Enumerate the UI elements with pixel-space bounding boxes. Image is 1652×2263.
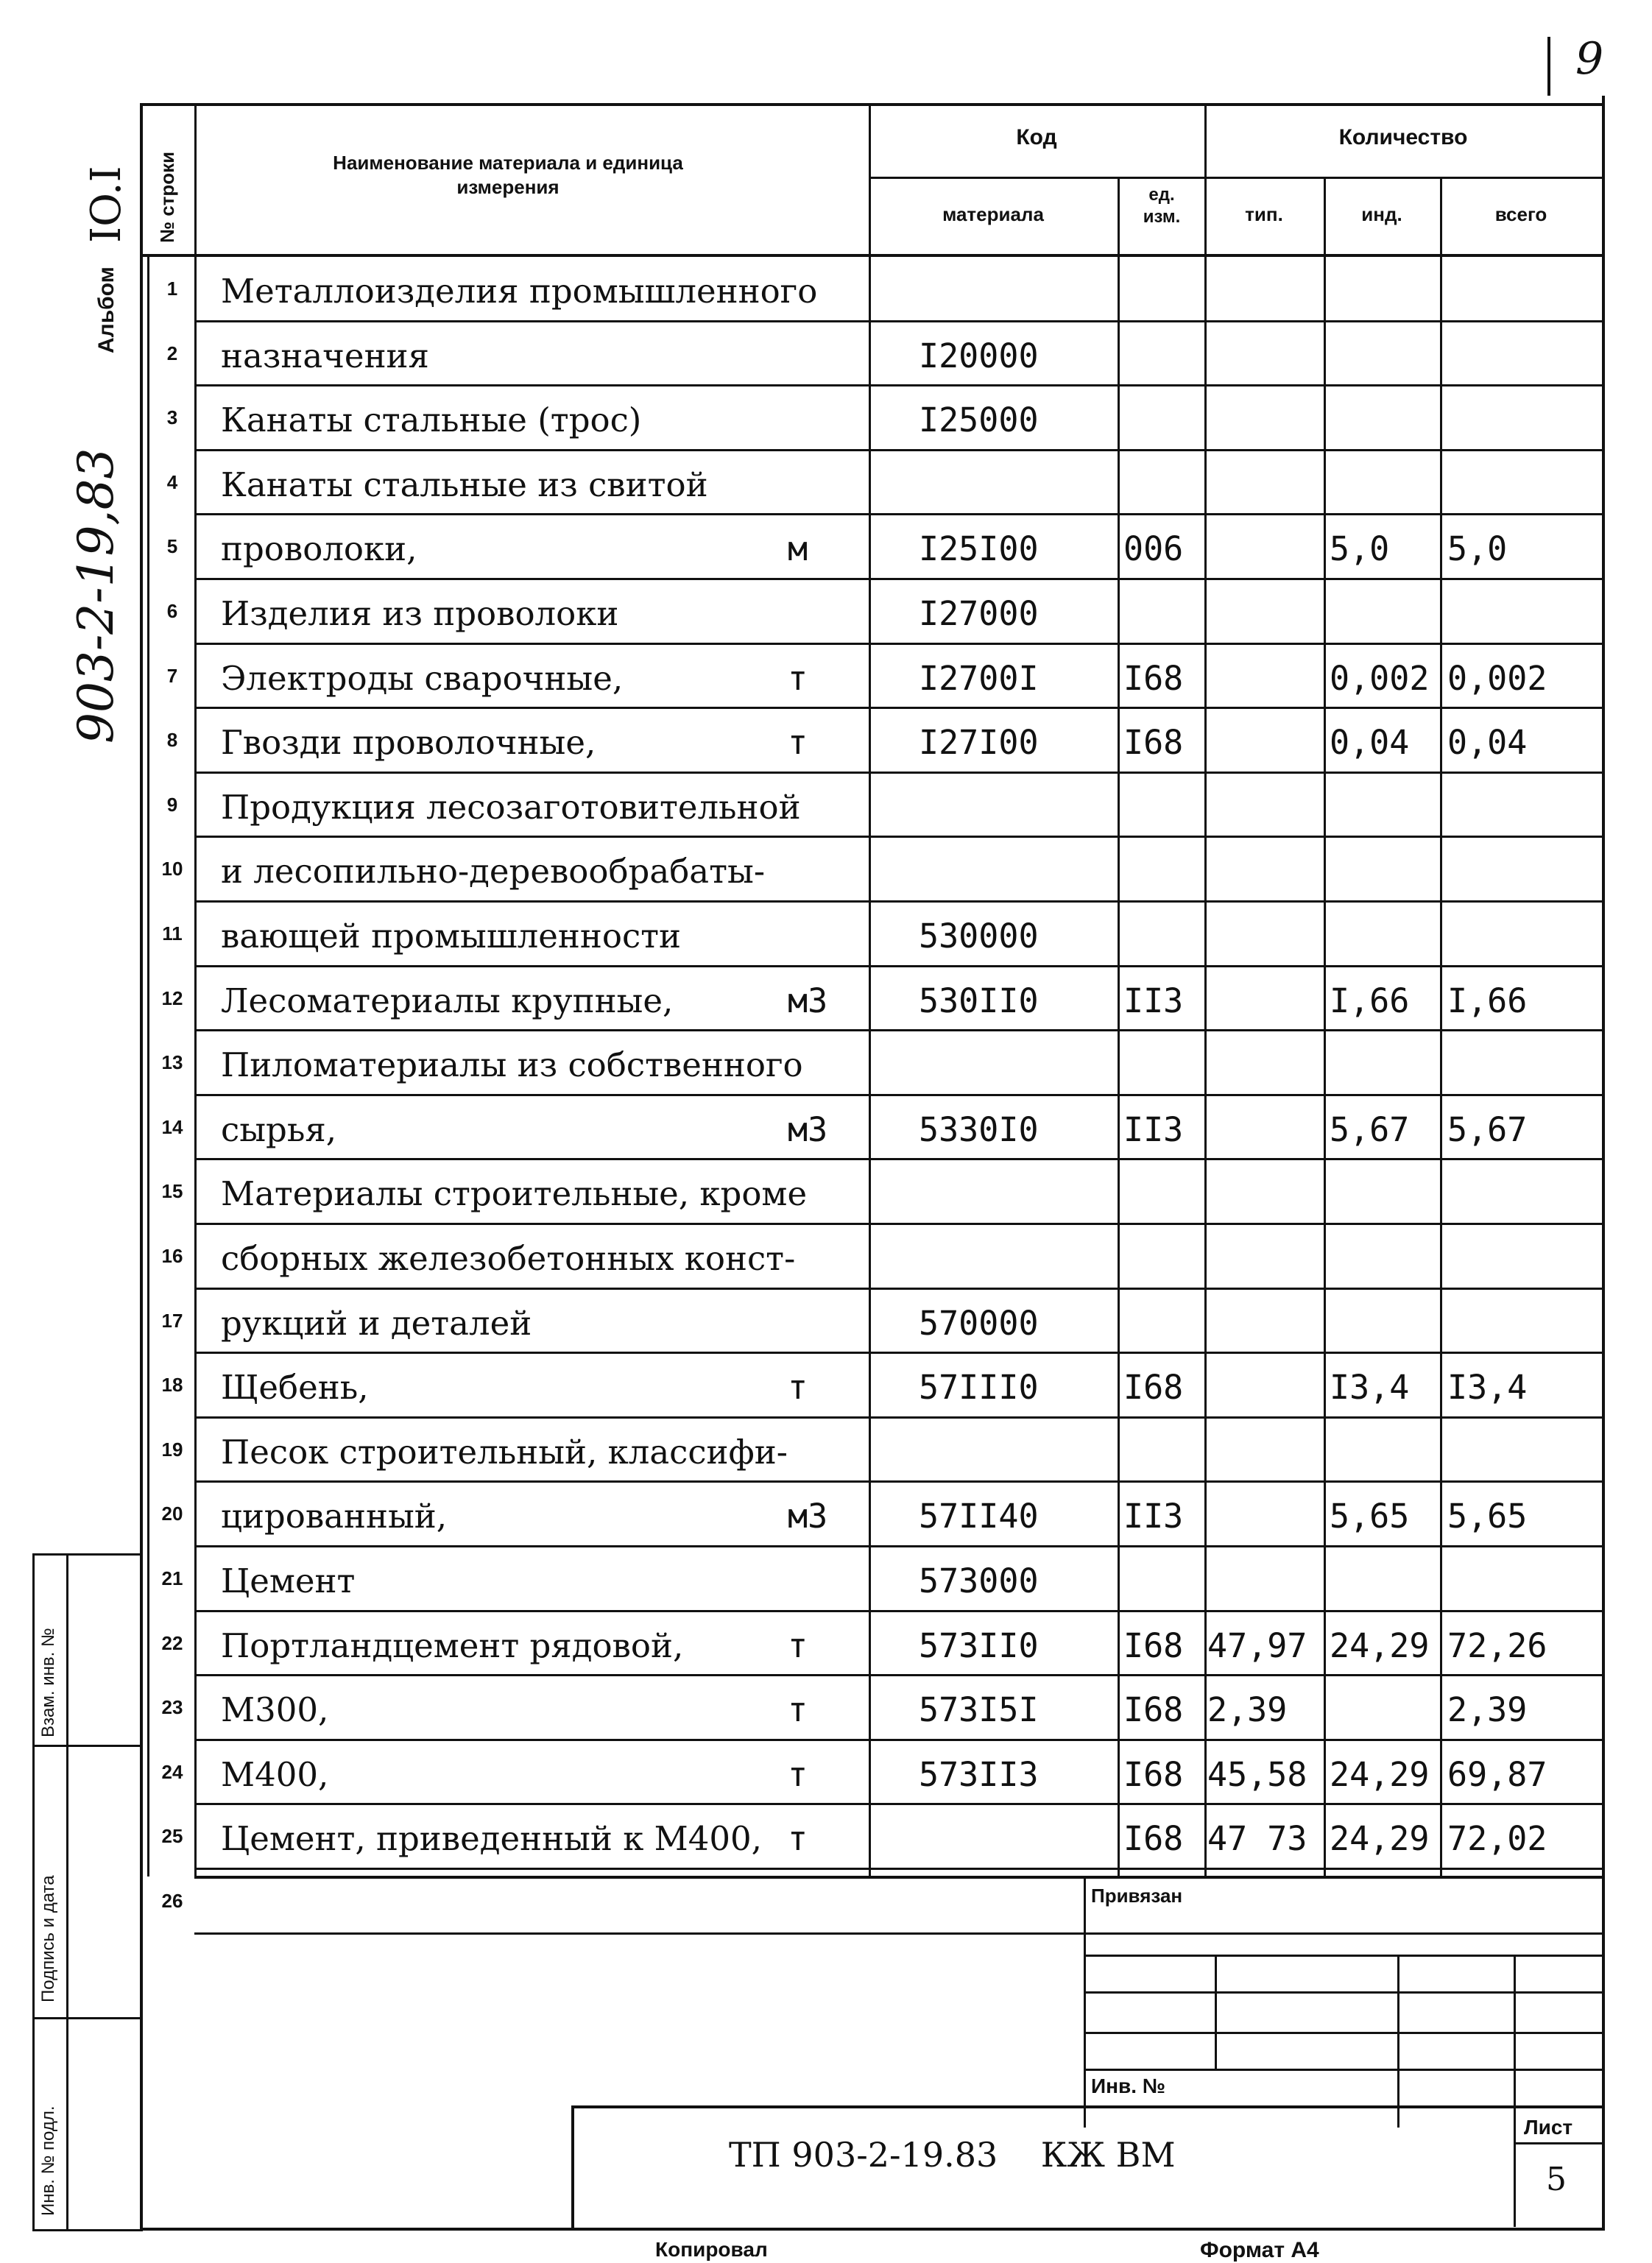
cell-code: 57III0 [919, 1368, 1039, 1407]
cell-code: 573I5I [919, 1690, 1039, 1729]
header-row-number: № строки [156, 151, 178, 243]
row-number: 18 [161, 1374, 183, 1396]
row-number: 2 [166, 342, 178, 364]
document-code: ТП 903-2-19.83 КЖ ВМ [729, 2135, 1176, 2175]
header-code-material: материала [942, 203, 1044, 225]
cell-code: 573II0 [919, 1626, 1039, 1665]
page-mark-divider [1547, 37, 1550, 96]
cell-ind: 5,65 [1330, 1497, 1410, 1536]
row-separator [194, 1803, 1602, 1805]
cell-ucode: I68 [1123, 659, 1184, 698]
row-separator [194, 1674, 1602, 1676]
cell-ind: I,66 [1330, 981, 1410, 1020]
cell-code: 5330I0 [919, 1110, 1039, 1149]
row-number: 11 [162, 922, 183, 945]
cell-name: вающей промышленности [221, 917, 682, 956]
cell-unit: т [788, 1690, 808, 1729]
row-separator [194, 1352, 1602, 1354]
row-separator [194, 449, 1602, 451]
cell-code: 570000 [919, 1304, 1039, 1343]
cell-ucode: I68 [1123, 1690, 1184, 1729]
cell-ucode: I68 [1123, 1368, 1184, 1407]
row-separator [194, 772, 1602, 774]
left-stamp-sep-3 [32, 2017, 143, 2019]
cell-name: Металлоизделия промышленного [221, 272, 818, 311]
cell-code: 530II0 [919, 981, 1039, 1020]
cell-ucode: I68 [1123, 1755, 1184, 1794]
row-number: 10 [161, 858, 183, 880]
cell-unit: т [788, 1626, 808, 1665]
cell-ind: I3,4 [1330, 1368, 1410, 1407]
cell-name: М300, [221, 1690, 329, 1729]
left-stamp-border-mid [66, 1553, 68, 2231]
col-line-code [1118, 177, 1120, 1877]
cell-name: сырья, [221, 1110, 337, 1149]
left-stamp-sep-4 [32, 2229, 143, 2231]
cell-name: сборных железобетонных конст- [221, 1239, 796, 1278]
cell-total: 72,02 [1447, 1819, 1547, 1858]
header-qty-group: Количество [1338, 125, 1468, 149]
frame-top [140, 103, 1605, 106]
stamp-replacement-inv-label: Взам. инв. № [38, 1628, 58, 1737]
row-number: 19 [161, 1438, 183, 1461]
cell-ind: 24,29 [1330, 1755, 1430, 1794]
cell-name: Канаты стальные (трос) [221, 400, 642, 439]
row-separator [194, 384, 1602, 386]
handwritten-code: 903-2-19,83 [68, 448, 124, 744]
cell-ind: 5,67 [1330, 1110, 1410, 1149]
row-number: 22 [161, 1632, 183, 1654]
privyazan-label: Привязан [1091, 1885, 1183, 1907]
row-number: 20 [161, 1503, 183, 1525]
cell-total: 0,002 [1447, 659, 1547, 698]
cell-code: I25000 [919, 400, 1039, 439]
row-separator [194, 965, 1602, 967]
row-separator [194, 1480, 1602, 1483]
privyazan-h2 [1084, 1991, 1602, 1994]
left-stamp-sep-1 [32, 1553, 143, 1556]
inventory-number-label: Инв. № [1091, 2075, 1166, 2097]
cell-name: Цемент, приведенный к М400, [221, 1819, 762, 1858]
row-number: 25 [161, 1825, 183, 1847]
cell-code: I25I00 [919, 529, 1039, 568]
frame-left [140, 103, 143, 2231]
left-stamp-sep-2 [32, 1745, 143, 1747]
privyazan-h3 [1084, 2032, 1602, 2034]
cell-code: I20000 [919, 336, 1039, 375]
row-number: 26 [161, 1890, 183, 1912]
left-stamp-border-left [32, 1553, 35, 2231]
row-separator [194, 1223, 1602, 1225]
header-qty-ind: инд. [1361, 203, 1402, 225]
row-separator [194, 1739, 1602, 1741]
table-bottom-line [194, 1876, 1602, 1879]
cell-unit: т [788, 1755, 808, 1794]
cell-unit: м3 [788, 981, 828, 1020]
cell-code: 573000 [919, 1561, 1039, 1600]
row-number: 14 [161, 1116, 183, 1138]
sheet-label-sep [1514, 2142, 1602, 2144]
cell-name: Изделия из проволоки [221, 594, 619, 633]
cell-name: Щебень, [221, 1368, 369, 1407]
row-number: 1 [166, 278, 178, 300]
cell-typ: 47,97 [1207, 1626, 1307, 1665]
cell-code: 57II40 [919, 1497, 1039, 1536]
cell-total: I3,4 [1447, 1368, 1528, 1407]
privyazan-h1 [1084, 1955, 1602, 1957]
cell-ucode: I68 [1123, 723, 1184, 762]
row-number: 7 [166, 665, 178, 687]
cell-code: 573II3 [919, 1755, 1039, 1794]
cell-code: 530000 [919, 917, 1039, 956]
row-number: 12 [161, 987, 183, 1009]
row-separator [194, 1094, 1602, 1096]
sheet-number: 5 [1546, 2161, 1567, 2198]
row-number: 13 [161, 1051, 183, 1073]
row-separator [194, 1932, 1602, 1935]
row-number: 4 [166, 471, 178, 493]
row-number: 9 [166, 794, 178, 816]
row-number: 21 [161, 1567, 183, 1589]
cell-name: Песок строительный, классифи- [221, 1433, 788, 1472]
row-number: 17 [161, 1310, 183, 1332]
row-separator [194, 1545, 1602, 1547]
header-sub-line [869, 177, 1602, 179]
privyazan-left [1084, 1877, 1086, 2128]
cell-typ: 2,39 [1207, 1690, 1288, 1729]
row-separator [194, 643, 1602, 645]
frame-right [1602, 96, 1605, 2231]
title-block-top [571, 2105, 1602, 2108]
cell-unit: м [788, 529, 808, 568]
cell-code: I27000 [919, 594, 1039, 633]
header-qty-typ: тип. [1245, 203, 1283, 225]
cell-ucode: II3 [1123, 1497, 1184, 1536]
cell-ucode: 006 [1123, 529, 1184, 568]
cell-ind: 24,29 [1330, 1626, 1430, 1665]
cell-ucode: I68 [1123, 1819, 1184, 1858]
row-separator [194, 836, 1602, 838]
header-qty-total: всего [1494, 203, 1547, 225]
cell-ucode: I68 [1123, 1626, 1184, 1665]
privyazan-v3 [1514, 1955, 1516, 2227]
album-number-label: IO.I [82, 166, 130, 243]
row-separator [194, 900, 1602, 903]
cell-name: и лесопильно-деревообрабаты- [221, 852, 766, 891]
cell-name: рукций и деталей [221, 1304, 532, 1343]
header-code-unit: ед. изм. [1143, 185, 1181, 227]
frame-bottom [140, 2228, 1605, 2231]
cell-name: Цемент [221, 1561, 356, 1600]
footer-copied: Копировал [655, 2238, 768, 2261]
cell-ind: 0,002 [1330, 659, 1430, 698]
header-material-name: Наименование материала и единица измерения [333, 152, 683, 198]
row-separator [194, 513, 1602, 515]
row-number: 15 [161, 1180, 183, 1202]
cell-name: назначения [221, 336, 429, 375]
row-number: 3 [166, 406, 178, 428]
cell-name: проволоки, [221, 529, 417, 568]
cell-name: Канаты стальные из свитой [221, 465, 708, 504]
cell-name: Пиломатериалы из собственного [221, 1045, 803, 1084]
col-line-ind [1440, 177, 1442, 1877]
cell-total: 5,65 [1447, 1497, 1528, 1536]
cell-name: М400, [221, 1755, 329, 1794]
cell-typ: 47 73 [1207, 1819, 1307, 1858]
row-separator [194, 1610, 1602, 1612]
row-separator [194, 1158, 1602, 1160]
privyazan-v2 [1397, 1955, 1399, 2128]
footer-format: Формат А4 [1200, 2238, 1319, 2262]
header-bottom-line [140, 254, 1605, 257]
cell-ind: 24,29 [1330, 1819, 1430, 1858]
stamp-original-inv-label: Инв. № подл. [38, 2105, 58, 2216]
cell-code: I2700I [919, 659, 1039, 698]
cell-unit: т [788, 1819, 808, 1858]
cell-ind: 0,04 [1330, 723, 1410, 762]
title-block-left [571, 2105, 574, 2231]
sheet-label: Лист [1524, 2116, 1573, 2139]
cell-total: 5,0 [1447, 529, 1508, 568]
cell-total: I,66 [1447, 981, 1528, 1020]
cell-code: I27I00 [919, 723, 1039, 762]
cell-ind: 5,0 [1330, 529, 1390, 568]
album-word-label: Альбом [94, 266, 119, 353]
cell-total: 2,39 [1447, 1690, 1528, 1729]
cell-ucode: II3 [1123, 981, 1184, 1020]
cell-name: Продукция лесозаготовительной [221, 788, 801, 827]
stamp-signature-date-label: Подпись и дата [38, 1875, 58, 2002]
cell-unit: м3 [788, 1110, 828, 1149]
cell-total: 72,26 [1447, 1626, 1547, 1665]
row-number: 23 [161, 1696, 183, 1718]
cell-name: Электроды сварочные, [221, 659, 624, 698]
row-separator [194, 320, 1602, 322]
row-separator [194, 1416, 1602, 1419]
privyazan-v1 [1215, 1955, 1217, 2069]
rowno-inner-line [147, 257, 149, 1877]
row-number: 6 [166, 600, 178, 622]
cell-total: 69,87 [1447, 1755, 1547, 1794]
cell-name: Гвозди проволочные, [221, 723, 596, 762]
row-number: 16 [161, 1245, 183, 1267]
row-number: 8 [166, 729, 178, 751]
row-separator [194, 707, 1602, 709]
cell-ucode: II3 [1123, 1110, 1184, 1149]
cell-unit: т [788, 659, 808, 698]
cell-name: Портландцемент рядовой, [221, 1626, 684, 1665]
cell-unit: м3 [788, 1497, 828, 1536]
cell-total: 5,67 [1447, 1110, 1528, 1149]
cell-name: Материалы строительные, кроме [221, 1174, 808, 1213]
cell-total: 0,04 [1447, 723, 1528, 762]
row-separator [194, 1288, 1602, 1290]
privyazan-h4 [1084, 2069, 1602, 2071]
page-mark: 9 [1575, 33, 1604, 85]
cell-unit: т [788, 1368, 808, 1407]
row-number: 24 [161, 1761, 183, 1783]
row-number: 5 [166, 535, 178, 557]
cell-name: Лесоматериалы крупные, [221, 981, 674, 1020]
row-separator [194, 578, 1602, 580]
cell-name: цированный, [221, 1497, 448, 1536]
row-separator [194, 1868, 1602, 1870]
row-separator [194, 1029, 1602, 1031]
header-code-group: Код [1016, 125, 1057, 149]
cell-typ: 45,58 [1207, 1755, 1307, 1794]
cell-unit: т [788, 723, 808, 762]
col-line-typ [1324, 177, 1326, 1877]
